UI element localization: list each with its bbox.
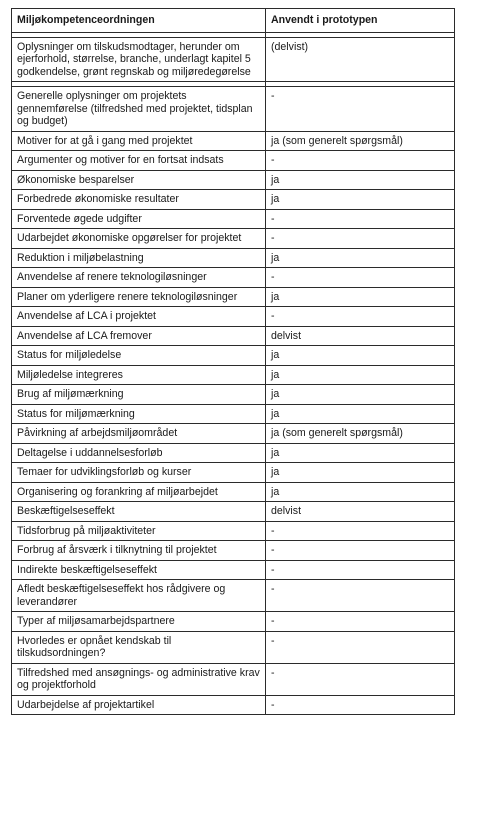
table-row: [12, 463, 455, 483]
applied-cell: -: [266, 521, 455, 541]
applied-cell: ja: [266, 287, 455, 307]
criteria-cell: Deltagelse i uddannelsesforløb: [12, 443, 266, 463]
criteria-cell: Udarbejdet økonomiske opgørelser for projektet: [12, 229, 266, 249]
criteria-cell: Reduktion i miljøbelastning: [12, 248, 266, 268]
criteria-cell: Organisering og forankring af miljøarbejdet: [12, 482, 266, 502]
table-row: [12, 502, 455, 522]
criteria-cell: Hvorledes er opnået kendskab til tilskudsordningen?: [12, 631, 266, 663]
criteria-cell: Anvendelse af LCA fremover: [12, 326, 266, 346]
criteria-cell: Typer af miljøsamarbejdspartnere: [12, 612, 266, 632]
applied-cell: -: [266, 580, 455, 612]
table-row: [12, 248, 455, 268]
table-row: [12, 87, 455, 132]
applied-cell: ja: [266, 463, 455, 483]
criteria-cell: Forbrug af årsværk i tilknytning til projektet: [12, 541, 266, 561]
table-row: [12, 631, 455, 663]
applied-cell: -: [266, 229, 455, 249]
applied-cell: -: [266, 151, 455, 171]
table-row: [12, 663, 455, 695]
table-row: [12, 37, 455, 82]
column-header-criteria: Miljøkompetenceordningen: [12, 9, 266, 33]
applied-cell: -: [266, 307, 455, 327]
criteria-cell: Indirekte beskæftigelseseffekt: [12, 560, 266, 580]
table-row: [12, 424, 455, 444]
table-body: [12, 32, 455, 715]
applied-cell: -: [266, 209, 455, 229]
criteria-cell: Forbedrede økonomiske resultater: [12, 190, 266, 210]
table-row: [12, 151, 455, 171]
applied-cell: ja: [266, 248, 455, 268]
table-row: [12, 404, 455, 424]
competence-table: [11, 8, 455, 715]
applied-cell: ja: [266, 190, 455, 210]
applied-cell: ja: [266, 404, 455, 424]
table-row: [12, 268, 455, 288]
table-row: [12, 209, 455, 229]
table-row: [12, 365, 455, 385]
table-row: [12, 307, 455, 327]
applied-cell: ja: [266, 482, 455, 502]
criteria-cell: Planer om yderligere renere teknologiløsninger: [12, 287, 266, 307]
applied-cell: ja: [266, 170, 455, 190]
applied-cell: (delvist): [266, 37, 455, 82]
table-row: [12, 346, 455, 366]
criteria-cell: Miljøledelse integreres: [12, 365, 266, 385]
table-row: [12, 695, 455, 715]
applied-cell: -: [266, 612, 455, 632]
table-row: [12, 229, 455, 249]
table-row: [12, 541, 455, 561]
criteria-cell: Påvirkning af arbejdsmiljøområdet: [12, 424, 266, 444]
table-row: [12, 190, 455, 210]
criteria-cell: Brug af miljømærkning: [12, 385, 266, 405]
criteria-cell: Forventede øgede udgifter: [12, 209, 266, 229]
criteria-cell: Økonomiske besparelser: [12, 170, 266, 190]
criteria-cell: Oplysninger om tilskudsmodtager, herunder om ejerforhold, størrelse, branche, underlagt kapitel 5 godkendelse, grønt regnskab og miljøredegørelse: [12, 37, 266, 82]
criteria-cell: Afledt beskæftigelseseffekt hos rådgivere og leverandører: [12, 580, 266, 612]
applied-cell: ja: [266, 385, 455, 405]
criteria-cell: Temaer for udviklingsforløb og kurser: [12, 463, 266, 483]
applied-cell: ja (som generelt spørgsmål): [266, 424, 455, 444]
applied-cell: -: [266, 663, 455, 695]
table-row: [12, 131, 455, 151]
applied-cell: ja: [266, 365, 455, 385]
table-row: [12, 170, 455, 190]
table-row: [12, 482, 455, 502]
table-row: [12, 612, 455, 632]
criteria-cell: Status for miljøledelse: [12, 346, 266, 366]
criteria-cell: Tidsforbrug på miljøaktiviteter: [12, 521, 266, 541]
criteria-cell: Anvendelse af renere teknologiløsninger: [12, 268, 266, 288]
table-row: [12, 443, 455, 463]
criteria-cell: Generelle oplysninger om projektets gennemførelse (tilfredshed med projektet, tidsplan og budget): [12, 87, 266, 132]
table-row: [12, 287, 455, 307]
applied-cell: delvist: [266, 502, 455, 522]
table-row: [12, 385, 455, 405]
table-row: [12, 326, 455, 346]
table-header-row: [12, 9, 455, 33]
applied-cell: -: [266, 268, 455, 288]
applied-cell: ja (som generelt spørgsmål): [266, 131, 455, 151]
applied-cell: -: [266, 560, 455, 580]
table-row: [12, 521, 455, 541]
criteria-cell: Tilfredshed med ansøgnings- og administrative krav og projektforhold: [12, 663, 266, 695]
table-row: [12, 580, 455, 612]
applied-cell: delvist: [266, 326, 455, 346]
criteria-cell: Status for miljømærkning: [12, 404, 266, 424]
criteria-cell: Argumenter og motiver for en fortsat indsats: [12, 151, 266, 171]
applied-cell: -: [266, 695, 455, 715]
column-header-applied: Anvendt i prototypen: [266, 9, 455, 33]
criteria-cell: Anvendelse af LCA i projektet: [12, 307, 266, 327]
applied-cell: -: [266, 541, 455, 561]
applied-cell: -: [266, 87, 455, 132]
applied-cell: ja: [266, 443, 455, 463]
criteria-cell: Motiver for at gå i gang med projektet: [12, 131, 266, 151]
table-row: [12, 560, 455, 580]
applied-cell: ja: [266, 346, 455, 366]
applied-cell: -: [266, 631, 455, 663]
criteria-cell: Beskæftigelseseffekt: [12, 502, 266, 522]
criteria-cell: Udarbejdelse af projektartikel: [12, 695, 266, 715]
